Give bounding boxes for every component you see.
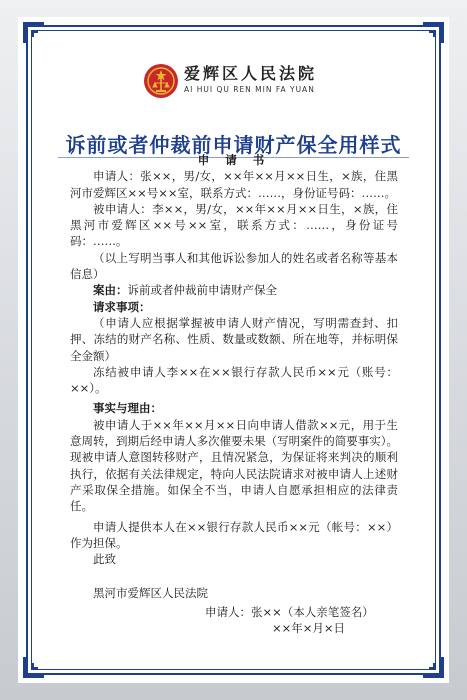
respondent-info: 被申请人：李××，男/女，××年××月××日生，×族，住黑河市爱辉区××号××室，联系方式：……，身份证号码：……。 (70, 201, 398, 249)
guarantee-text: 申请人提供本人在××银行存款人民币××元（帐号：××）作为担保。 (70, 519, 398, 550)
court-name: 爱辉区人民法院 (184, 64, 318, 83)
case-cause (70, 282, 398, 298)
request-text: 冻结被申请人李××在××银行存款人民币××元（账号：××）。 (70, 364, 398, 396)
applicant-info: 申请人：张××，男/女，××年××月××日生，×族，住黑河市爱辉区××号××室，联系方式：……，身份证号码：……。 (70, 169, 398, 200)
case-label: 案由： (93, 283, 128, 298)
court-header (18, 59, 449, 119)
document-heading: 申 请 书 (197, 153, 271, 167)
closing-text: 此致 (93, 552, 116, 567)
parties-note: （以上写明当事人和其他诉讼参加人的姓名或者名称等基本信息） (70, 250, 398, 282)
corner-ornament-icon (417, 19, 447, 49)
request-label: 请求事项： (93, 299, 151, 314)
corner-ornament-icon (20, 19, 50, 49)
facts-label: 事实与理由： (93, 401, 162, 416)
page-title: 诉前或者仲裁前申请财产保全用样式 (65, 133, 402, 157)
corner-ornament-icon (417, 651, 447, 681)
request-note: （申请人应根据掌握被申请人财产情况，写明需查封、扣押、冻结的财产名称、性质、数量或数额、所在地等，并标明保全金额） (70, 315, 398, 363)
court-addressee: 黑河市爱辉区人民法院 (93, 586, 208, 601)
document-body (70, 148, 398, 602)
signature-line: 申请人：张××（本人亲笔签名） (205, 605, 374, 619)
case-value: 诉前或者仲裁前申请财产保全 (127, 283, 277, 298)
court-name-pinyin: AI HUI QU REN MIN FA YUAN (184, 85, 315, 94)
court-emblem-icon (143, 63, 179, 99)
corner-ornament-icon (20, 651, 50, 681)
facts-text: 被申请人于××年××月××日向申请人借款××元，用于生意周转，到期后经申请人多次催要未果（写明案件的简要事实）。现被申请人意图转移财产，且情况紧急，为保证将来判决的顺利执行，依据有关法律规定，特向人民法院请求对被申请人上述财产采取保全措施。如保全不当，申请人自愿承担相应的法律责任。 (70, 417, 398, 514)
date-line: ××年×月×日 (272, 621, 346, 635)
